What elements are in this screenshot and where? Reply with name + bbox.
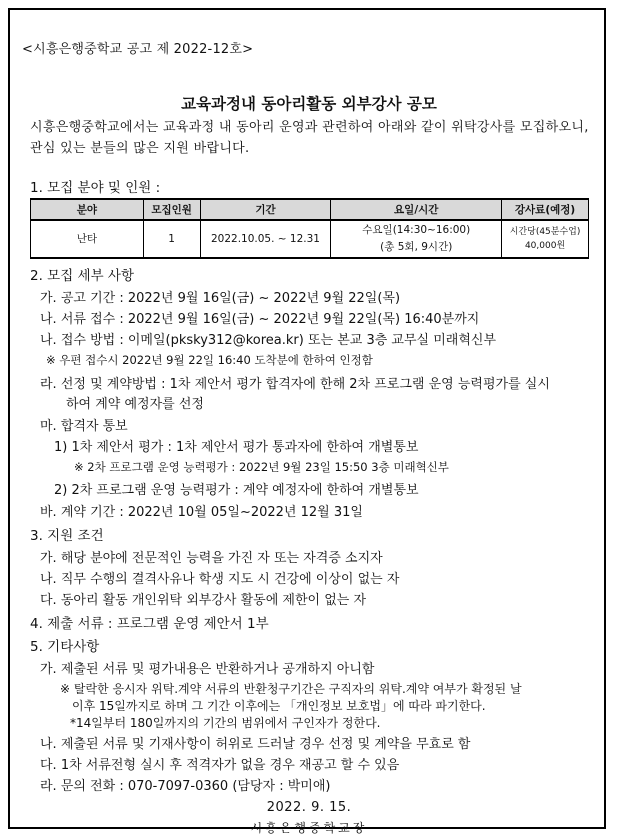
section2-ma-note: ※ 2차 프로그램 운영 능력평가 : 2022년 9월 23일 15:50 3층 미래혁신부	[74, 460, 449, 474]
header-period: 기간	[200, 199, 331, 220]
cell-field: 난타	[31, 220, 144, 258]
cell-count: 1	[143, 220, 200, 258]
document-title: 교육과정내 동아리활동 외부강사 공모	[181, 95, 437, 113]
table-header-row	[31, 199, 589, 220]
section2-item-ma-1: 1) 1차 제안서 평가 : 1차 제안서 평가 통과자에 한하여 개별통보	[54, 440, 419, 455]
section3-item-na: 나. 직무 수행의 결격사유나 학생 지도 시 건강에 이상이 없는 자	[40, 572, 400, 587]
header-field: 분야	[31, 199, 144, 220]
section5-note-1a: ※ 탈락한 응시자 위탁.계약 서류의 반환청구기간은 구직자의 위탁.계약 여부가 확정된 날	[60, 682, 522, 696]
cell-period: 2022.10.05. ~ 12.31	[200, 220, 331, 258]
schedule-line-2: (총 5회, 9시간)	[380, 241, 453, 253]
section5-heading: 5. 기타사항	[30, 639, 100, 655]
notice-number: <시흥은행중학교 공고 제 2022-12호>	[22, 42, 254, 57]
schedule-line-1: 수요일(14:30~16:00)	[362, 224, 471, 236]
footer-date: 2022. 9. 15.	[266, 800, 352, 815]
header-schedule: 요일/시간	[331, 199, 502, 220]
section5-item-na: 나. 제출된 서류 및 기재사항이 허위로 드러날 경우 선정 및 계약을 무효로 함	[40, 737, 471, 752]
section1-heading: 1. 모집 분야 및 인원 :	[30, 180, 161, 196]
table-row	[31, 220, 589, 258]
cell-fee	[502, 220, 589, 258]
section2-item-na2: 나. 접수 방법 : 이메일(pksky312@korea.kr) 또는 본교 3층 교무실 미래혁신부	[40, 333, 497, 348]
section2-item-ba: 바. 계약 기간 : 2022년 10월 05일~2022년 12월 31일	[40, 505, 363, 520]
cell-schedule	[331, 220, 502, 258]
section2-item-ra-2: 하여 계약 예정자를 선정	[66, 397, 204, 412]
recruit-table	[30, 198, 589, 259]
section5-item-da: 다. 1차 서류전형 실시 후 적격자가 없을 경우 재공고 할 수 있음	[40, 758, 400, 773]
section3-item-da: 다. 동아리 활동 개인위탁 외부강사 활동에 제한이 없는 자	[40, 593, 367, 608]
section5-note-1b: 이후 15일까지로 하며 그 기간 이후에는 「개인정보 보호법」에 따라 파기한다.	[72, 699, 486, 713]
section2-item-na1: 나. 서류 접수 : 2022년 9월 16일(금) ~ 2022년 9월 22일(목) 16:40분까지	[40, 312, 480, 327]
section2-note-mail: ※ 우편 접수시 2022년 9월 22일 16:40 도착분에 한하여 인정함	[46, 353, 373, 367]
intro-paragraph: 시흥은행중학교에서는 교육과정 내 동아리 운영과 관련하여 아래와 같이 위탁강사를 모집하오니, 관심 있는 분들의 많은 지원 바랍니다.	[30, 120, 589, 156]
section2-item-ra-1: 라. 선정 및 계약방법 : 1차 제안서 평가 합격자에 한해 2차 프로그램 운영 능력평가를 실시	[40, 377, 550, 392]
header-count: 모집인원	[143, 199, 200, 220]
section4-heading: 4. 제출 서류 : 프로그램 운영 제안서 1부	[30, 616, 269, 632]
section2-item-ga: 가. 공고 기간 : 2022년 9월 16일(금) ~ 2022년 9월 22일(목)	[40, 291, 401, 306]
fee-line-1: 시간당(45분수업)	[509, 227, 581, 237]
section5-item-ra: 라. 문의 전화 : 070-7097-0360 (담당자 : 박미애)	[40, 779, 331, 794]
section3-heading: 3. 지원 조건	[30, 528, 104, 544]
section2-item-ma-2: 2) 2차 프로그램 운영 능력평가 : 계약 예정자에 한하여 개별통보	[54, 483, 419, 498]
section2-heading: 2. 모집 세부 사항	[30, 268, 134, 284]
fee-line-2: 40,000원	[524, 241, 566, 251]
footer-school: 시흥은행중학교장	[250, 821, 368, 835]
section3-item-ga: 가. 해당 분야에 전문적인 능력을 가진 자 또는 자격증 소지자	[40, 551, 383, 566]
section5-note-1c: *14일부터 180일까지의 기간의 범위에서 구인자가 정한다.	[70, 716, 381, 730]
header-fee: 강사료(예정)	[502, 199, 589, 220]
section2-item-ma: 마. 합격자 통보	[40, 419, 128, 434]
section5-item-ga: 가. 제출된 서류 및 평가내용은 반환하거나 공개하지 아니함	[40, 662, 375, 677]
